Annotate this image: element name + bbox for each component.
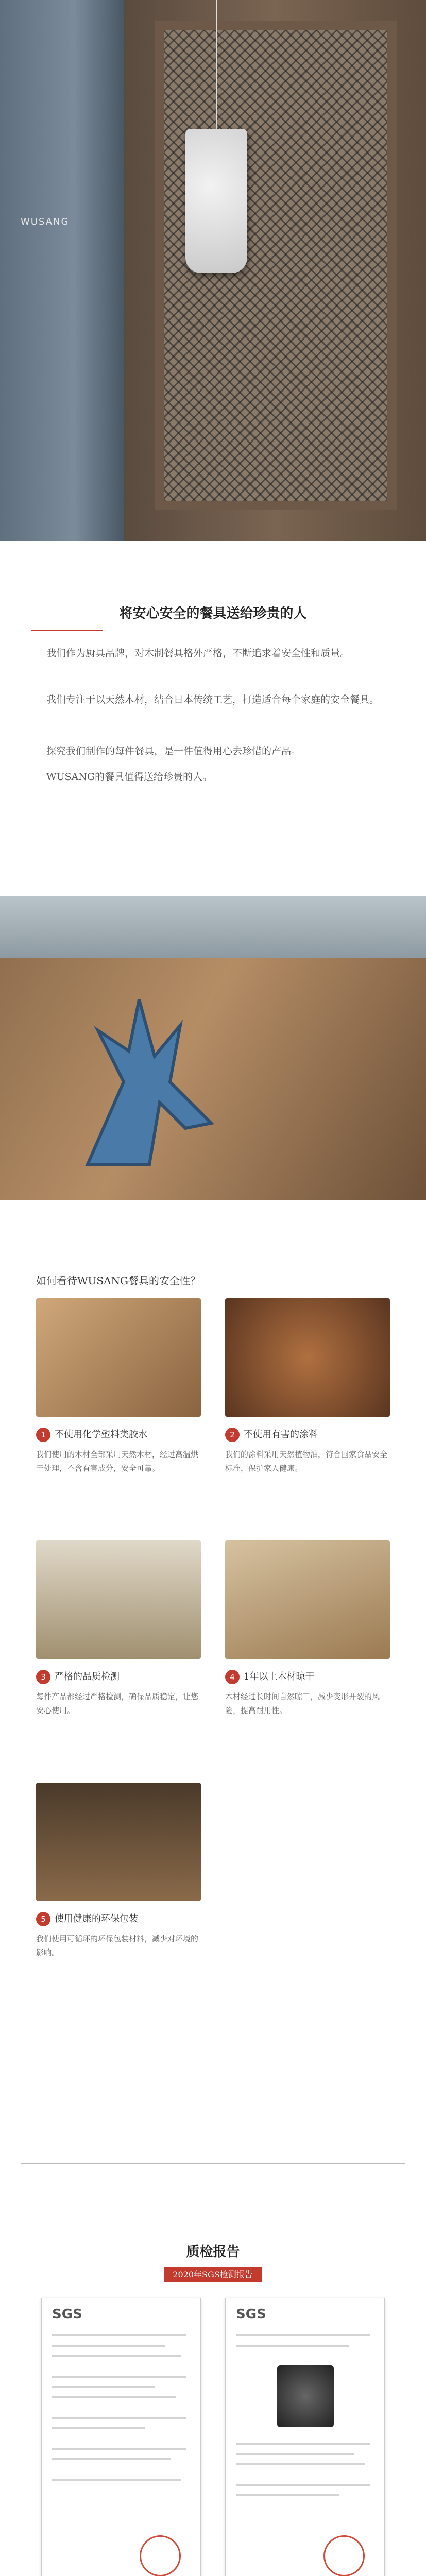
sgs-logo-1: SGS xyxy=(52,2307,82,2322)
report-badge: 2020年SGS检测报告 xyxy=(164,2267,262,2282)
feature-text-5: 我们使用可循环的环保包装材料，减少对环境的影响。 xyxy=(36,1934,199,1957)
feature-photo-3 xyxy=(36,1540,201,1659)
intro-title: 将安心安全的餐具送给珍贵的人 xyxy=(119,606,307,621)
safety-card xyxy=(0,1252,426,2190)
safety-title: 如何看待WUSANG餐具的安全性？ xyxy=(36,1275,201,1287)
intro-para-2: 我们专注于以天然木材，结合日本传统工艺，打造适合每个家庭的安全餐具。 xyxy=(46,694,380,705)
feature-text-3: 每件产品都经过严格检测，确保品质稳定，让您安心使用。 xyxy=(36,1692,199,1715)
feature-title-2: 2 不使用有害的涂料 xyxy=(225,1427,318,1442)
report-doc-1 xyxy=(41,2298,201,2576)
product-photo xyxy=(277,2365,334,2427)
feature-title-5: 5 使用健康的环保包装 xyxy=(36,1911,138,1926)
report-doc-2 xyxy=(225,2298,385,2576)
feature-text-1: 我们使用的木材全部采用天然木材，经过高温烘干处理，不含有害成分，安全可靠。 xyxy=(36,1450,199,1473)
intro-section xyxy=(0,592,426,850)
feature-photo-4 xyxy=(225,1540,390,1659)
feature-photo-2 xyxy=(225,1298,390,1417)
glass-top xyxy=(0,896,426,958)
hero-logo: WUSANG xyxy=(21,216,70,227)
feature-photo-5 xyxy=(36,1783,201,1901)
cloth-bag xyxy=(185,129,247,273)
deer-emblem-icon xyxy=(46,969,263,1185)
feature-text-4: 木材经过长时间自然晾干，减少变形开裂的风险，提高耐用性。 xyxy=(225,1692,380,1715)
intro-para-4: WUSANG的餐具值得送给珍贵的人。 xyxy=(46,771,213,783)
report-title: 质检报告 xyxy=(186,2244,240,2260)
feature-title-4: 4 1年以上木材晾干 xyxy=(225,1669,314,1684)
feature-title-1: 1 不使用化学塑料类胶水 xyxy=(36,1427,147,1442)
apron-photo xyxy=(0,0,124,541)
wood-deer-photo xyxy=(0,896,426,1200)
stamp-icon xyxy=(140,2535,181,2576)
stamp-icon-2 xyxy=(323,2535,365,2576)
bag-string xyxy=(216,0,217,134)
feature-title-3: 3 严格的品质检测 xyxy=(36,1669,120,1684)
sgs-logo-2: SGS xyxy=(236,2307,266,2322)
report-section xyxy=(0,2226,426,2576)
feature-text-2: 我们的涂料采用天然植物油，符合国家食品安全标准，保护家人健康。 xyxy=(225,1450,388,1473)
intro-para-1: 我们作为厨具品牌，对木制餐具格外严格，不断追求着安全性和质量。 xyxy=(46,648,350,659)
intro-divider xyxy=(31,630,103,631)
feature-photo-1 xyxy=(36,1298,201,1417)
intro-para-3: 探究我们制作的每件餐具，是一件值得用心去珍惜的产品。 xyxy=(46,745,301,757)
hero-photo xyxy=(0,0,426,541)
